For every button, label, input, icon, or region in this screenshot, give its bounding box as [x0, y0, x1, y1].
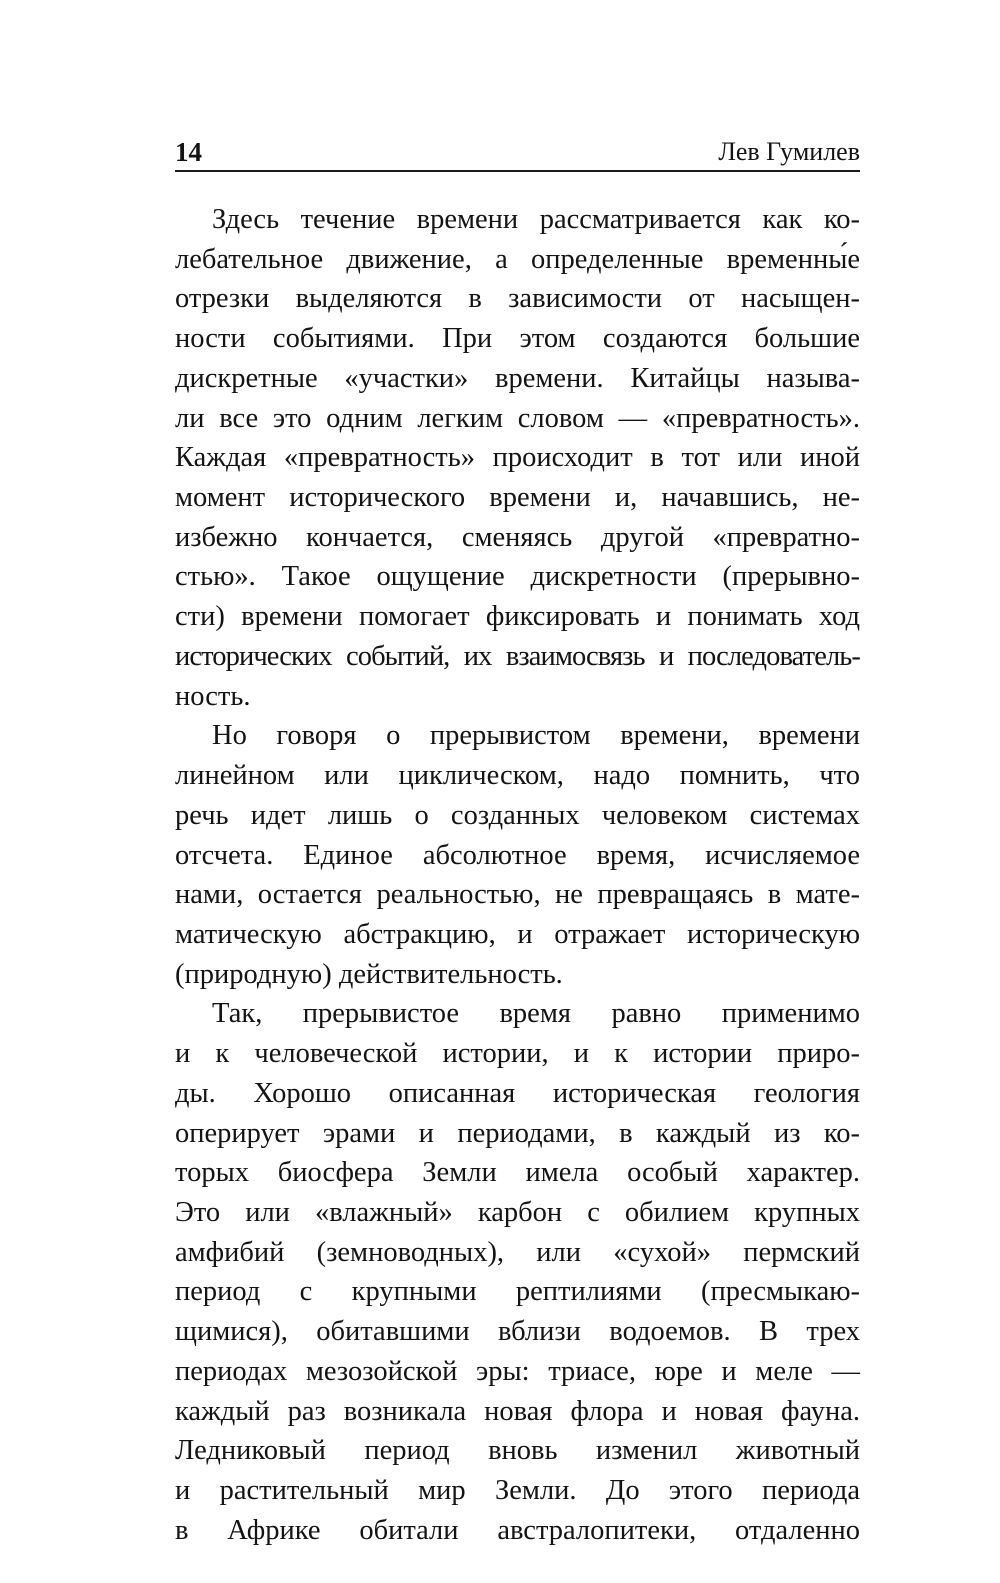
text-line: ли все это одним легким словом — «превратность». — [175, 402, 860, 434]
text-line: отсчета. Единое абсолютное время, исчисляемое — [175, 839, 860, 871]
text-line: каждый раз возникала новая флора и новая фауна. — [175, 1395, 860, 1427]
text-line: стью». Такое ощущение дискретности (прерывно- — [175, 561, 860, 593]
text-line: торых биосфера Земли имела особый характер. — [175, 1157, 860, 1189]
body-text — [175, 200, 860, 1550]
text-line: и растительный мир Земли. До этого периода — [175, 1475, 860, 1506]
text-line: избежно кончается, сменяясь другой «превратно- — [175, 521, 860, 553]
text-line: Каждая «превратность» происходит в тот или иной — [175, 442, 860, 474]
text-line: ности событиями. При этом создаются большие — [175, 323, 860, 355]
page-number: 14 — [175, 137, 202, 167]
text-line: Это или «влажный» карбон с обилием крупных — [175, 1196, 860, 1228]
text-line: Но говоря о прерывистом времени, времени — [212, 720, 860, 752]
text-line: нами, остается реальностью, не превращаясь в мате- — [175, 879, 860, 911]
text-line: амфибий (земноводных), или «сухой» пермский — [175, 1236, 860, 1268]
text-line: исторических событий, их взаимосвязь и последователь- — [175, 640, 860, 672]
text-line: отрезки выделяются в зависимости от насыщен- — [175, 283, 860, 315]
text-line: ды. Хорошо описанная историческая геология — [175, 1077, 860, 1109]
text-line: речь идет лишь о созданных человеком системах — [175, 799, 860, 831]
text-line: оперирует эрами и периодами, в каждый из ко- — [175, 1117, 860, 1149]
text-line: в Африке обитали австралопитеки, отдаленно — [175, 1514, 860, 1546]
text-line: периодах мезозойской эры: триасе, юре и меле — — [175, 1355, 860, 1387]
text-line: Здесь течение времени рассматривается как ко- — [212, 204, 860, 235]
running-head: Лев Гумилев — [718, 137, 860, 166]
text-line: (природную) действительность. — [175, 958, 563, 990]
text-line: момент исторического времени и, начавшись, не- — [175, 482, 860, 514]
header-rule — [175, 170, 860, 172]
text-line: и к человеческой истории, и к истории приро- — [175, 1038, 860, 1070]
text-line: период с крупными рептилиями (пресмыкаю- — [175, 1276, 860, 1308]
text-line: матическую абстракцию, и отражает историческую — [175, 918, 860, 950]
text-line: лебательное движение, а определенные временны́е — [175, 243, 860, 275]
text-line: дискретные «участки» времени. Китайцы называ- — [175, 362, 860, 394]
text-line: ность. — [175, 680, 251, 712]
text-line: Ледниковый период вновь изменил животный — [175, 1435, 860, 1467]
text-line: Так, прерывистое время равно применимо — [212, 998, 860, 1030]
text-line: щимися), обитавшими вблизи водоемов. В трех — [175, 1316, 860, 1348]
text-line: линейном или циклическом, надо помнить, что — [175, 760, 860, 792]
page-header — [175, 134, 860, 170]
text-line: сти) времени помогает фиксировать и понимать ход — [175, 601, 860, 633]
